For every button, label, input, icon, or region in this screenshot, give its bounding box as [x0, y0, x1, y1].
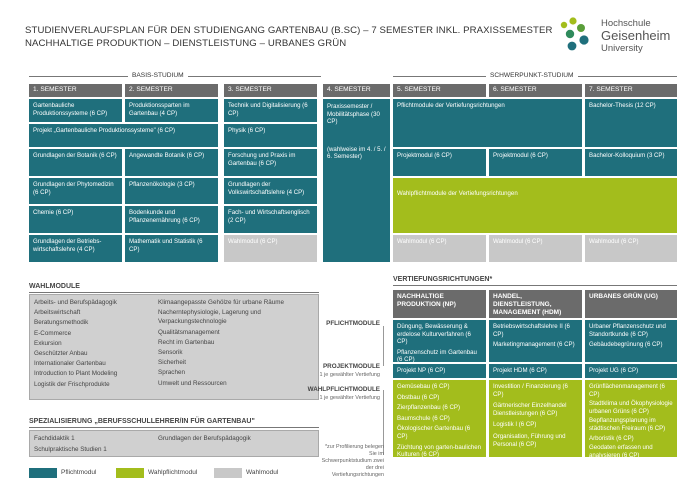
vert-item: Betriebswirtschaftslehre II (6 CP) [493, 323, 570, 338]
module-s4 [323, 99, 390, 262]
module-s7-thesis: Bachelor-Thesis (12 CP) [585, 99, 677, 147]
module-s3-1: Technik und Digitalisierung (6 CP) [224, 99, 317, 122]
module-wahlpflicht: Wahlpflichtmodule der Vertiefungsrichtungen [393, 178, 677, 233]
spezialisierung-item: Grundlagen der Berufspädagogik [158, 435, 251, 442]
wahlmodule-item: Klimaangepasste Gehölze für urbane Räume [158, 299, 285, 306]
wahlmodule-item: Internationaler Gartenbau [34, 360, 106, 368]
wahlmodule-item: Arbeits- und Berufspädagogik [34, 299, 117, 306]
module-s1-4: Grundlagen der Phytomedizin (6 CP) [29, 178, 122, 204]
logo-line1: Hochschule [601, 18, 651, 29]
vert-hdm-wahl [489, 380, 582, 457]
schwerpunkt-label: SCHWERPUNKT-STUDIUM [486, 72, 578, 79]
module-s4-title: Praxissemester / Mobilitätsphase (30 CP) [327, 103, 380, 126]
vertiefung-heading: VERTIEFUNGSRICHTUNGEN* [393, 276, 677, 286]
vert-ug-pflicht [585, 320, 677, 362]
vert-np-pflicht [393, 320, 486, 362]
wahlmodule-item: Logistik der Frischprodukte [34, 380, 110, 388]
vert-np-projekt: Projekt NP (6 CP) [393, 364, 486, 378]
wahlmodule-item: Nacherntephysiologie, Lagerung und Verpackungstechnologie [158, 309, 261, 326]
module-s3-2: Physik (6 CP) [224, 124, 317, 147]
wahlmodule-item: Recht im Gartenbau [158, 338, 215, 346]
vert-item: Gärtnerischer Einzelhandel Dienstleistungen (6 CP) [493, 402, 567, 417]
semester-header-3: 3. SEMESTER [224, 84, 317, 97]
vert-item: Düngung, Bewässerung & erdelose Kulturverfahren (6 CP) [397, 323, 471, 346]
wahlmodule-item: Beratungsmethodik [34, 319, 89, 327]
wahlmodule-item: Qualitätsmanagement [158, 328, 220, 336]
vert-hdm-pflicht [489, 320, 582, 362]
row-sub-wahlpflicht: 1 je gewählter Vertiefung [319, 395, 380, 401]
semester-header-6: 6. SEMESTER [489, 84, 582, 97]
wahlmodule-item: Arbeitswirtschaft [34, 309, 81, 317]
vert-item: Ökologischer Gartenbau (6 CP) [397, 425, 471, 440]
module-s7-kolloquium: Bachelor-Kolloquium (3 CP) [585, 149, 677, 176]
vertiefung-footnote: *zur Profilierung belegen Sie im Schwerpunktstudium zwei der drei Vertiefungsrichtungen [321, 444, 384, 478]
legend-wahlpflicht: Wahlpflichtmodul [148, 469, 198, 476]
legend-pflicht: Pflichtmodul [61, 469, 97, 476]
vert-item: Logistik I (6 CP) [493, 421, 537, 429]
vert-item: Marketingmanagement (6 CP) [493, 341, 575, 349]
row-sub-projekt: 1 je gewählter Vertiefung [319, 372, 380, 378]
legend-swatch-pflicht [29, 468, 57, 478]
legend-swatch-wahl [214, 468, 242, 478]
vert-item: Pflanzenschutz im Gartenbau (6 CP) [397, 348, 477, 362]
logo-line3: University [601, 43, 643, 54]
vert-item: Arboristik (6 CP) [589, 434, 634, 442]
module-s1-6: Grundlagen der Betriebs-wirtschaftslehre (4 CP) [29, 235, 122, 262]
vert-item: Zierpflanzenbau (6 CP) [397, 404, 460, 412]
vert-item: Stadtklima und Ökophysiologie urbanen Grüns (6 CP) [589, 400, 673, 415]
spezialisierung-item: Schulpraktische Studien 1 [34, 446, 107, 453]
row-label-divider [383, 326, 384, 366]
wahlmodule-item: Exkursion [34, 339, 62, 347]
module-s2-3: Angewandte Botanik (6 CP) [125, 149, 218, 176]
wahlmodule-item: Geschützter Anbau [34, 350, 88, 358]
module-s4-note: (wahlweise im 4. / 5. / 6. Semester) [327, 145, 386, 161]
semester-header-2: 2. SEMESTER [125, 84, 218, 97]
module-s3-4: Grundlagen der Volkswirtschaftslehre (4 CP) [224, 178, 317, 204]
wahlmodule-item: Sicherheit [158, 359, 187, 367]
module-s2-5: Bodenkunde und Pflanzenernährung (6 CP) [125, 206, 218, 233]
module-s7-wahl: Wahlmodul (6 CP) [585, 235, 677, 262]
semester-header-1: 1. SEMESTER [29, 84, 122, 97]
module-s3-5: Fach- und Wirtschaftsenglisch (2 CP) [224, 206, 317, 233]
vertiefung-col-hdm: HANDEL, DIENSTLEISTUNG, MANAGEMENT (HDM) [489, 290, 582, 318]
vert-item: Obstbau (6 CP) [397, 393, 440, 401]
wahlmodule-col1 [34, 298, 156, 390]
vert-item: Gemüsebau (6 CP) [397, 383, 450, 390]
vert-item: Züchtung von garten-baulichen Kulturen (6 CP) [397, 443, 482, 457]
module-s5-projekt: Projektmodul (6 CP) [393, 149, 486, 176]
vertiefung-col-np: NACHHALTIGE PRODUKTION (NP) [393, 290, 486, 318]
wahlmodule-item: Introduction to Plant Modeling [34, 370, 118, 378]
spezialisierung-box [29, 430, 319, 457]
module-s2-4: Pflanzenökologie (3 CP) [125, 178, 218, 204]
vert-hdm-projekt: Projekt HDM (6 CP) [489, 364, 582, 378]
module-s1-3: Grundlagen der Botanik (6 CP) [29, 149, 122, 176]
module-s5-pflicht: Pflichtmodule der Vertiefungsrichtungen [393, 99, 582, 147]
wahlmodule-box [29, 294, 319, 400]
vert-item: Investition / Finanzierung (6 CP) [493, 383, 568, 398]
wahlmodule-item: Sprachen [158, 369, 185, 377]
vert-item: Gebäudebegrünung (6 CP) [589, 341, 663, 349]
basis-label: BASIS-STUDIUM [128, 72, 188, 79]
module-s1-1: Gartenbauliche Produktionssysteme (6 CP) [29, 99, 122, 122]
semester-header-4: 4. SEMESTER [323, 84, 390, 97]
logo-line2: Geisenheim [601, 28, 671, 43]
row-label-projekt: PROJEKTMODULE [322, 363, 380, 370]
module-s2-6: Mathematik und Statistik (6 CP) [125, 235, 218, 262]
row-label-pflicht: PFLICHTMODULE [326, 320, 380, 327]
logo-icon [558, 17, 594, 53]
wahlmodule-item: Sensorik [158, 349, 183, 357]
semester-header-7: 7. SEMESTER [585, 84, 677, 97]
vertiefung-col-ug: URBANES GRÜN (UG) [585, 290, 677, 318]
module-s3-6: Wahlmodul (6 CP) [224, 235, 317, 262]
vert-ug-wahl [585, 380, 677, 457]
legend-wahl: Wahlmodul [246, 469, 279, 476]
module-s6-projekt: Projektmodul (6 CP) [489, 149, 582, 176]
module-s5-wahl: Wahlmodul (6 CP) [393, 235, 486, 262]
vert-item: Urbaner Pflanzenschutz und Standortkunde (6 CP) [589, 323, 666, 338]
vert-np-wahl [393, 380, 486, 457]
page-subtitle: NACHHALTIGE PRODUKTION – DIENSTLEISTUNG – URBANES GRÜN [25, 38, 347, 49]
wahlmodule-item: Umwelt und Ressourcen [158, 379, 227, 387]
vert-item: Geodaten erfassen und analysieren (6 CP) [589, 444, 653, 457]
vert-ug-projekt: Projekt UG (6 CP) [585, 364, 677, 378]
vert-item: Grünflächenmanagement (6 CP) [589, 383, 665, 398]
row-label-wahlpflicht: WAHLPFLICHTMODULE [307, 386, 380, 393]
vert-item: Baumschule (6 CP) [397, 414, 450, 422]
wahlmodule-item: E-Commerce [34, 329, 72, 337]
vert-item: Bepflanzungsplanung im städtischen Freiraum (6 CP) [589, 417, 666, 432]
module-s1-2: Projekt „Gartenbauliche Produktionssysteme" (6 CP) [29, 124, 218, 147]
spezialisierung-heading: SPEZIALISIERUNG „BERUFSSCHULLEHRER/IN FÜR GARTENBAU" [29, 418, 319, 428]
module-s6-wahl: Wahlmodul (6 CP) [489, 235, 582, 262]
module-s2-1: Produktionssparten im Gartenbau (4 CP) [125, 99, 218, 122]
page-title: STUDIENVERLAUFSPLAN FÜR DEN STUDIENGANG GARTENBAU (B.SC) – 7 SEMESTER INKL. PRAXISSEMESTER [25, 25, 553, 36]
semester-header-5: 5. SEMESTER [393, 84, 486, 97]
legend-swatch-wahlpflicht [116, 468, 144, 478]
module-s1-5: Chemie (6 CP) [29, 206, 122, 233]
wahlmodule-heading: WAHLMODULE [29, 283, 319, 293]
module-s3-3: Forschung und Praxis im Gartenbau (6 CP) [224, 149, 317, 176]
vert-item: Organisation, Führung und Personal (6 CP) [493, 432, 566, 448]
spezialisierung-item: Fachdidaktik 1 [34, 435, 75, 442]
